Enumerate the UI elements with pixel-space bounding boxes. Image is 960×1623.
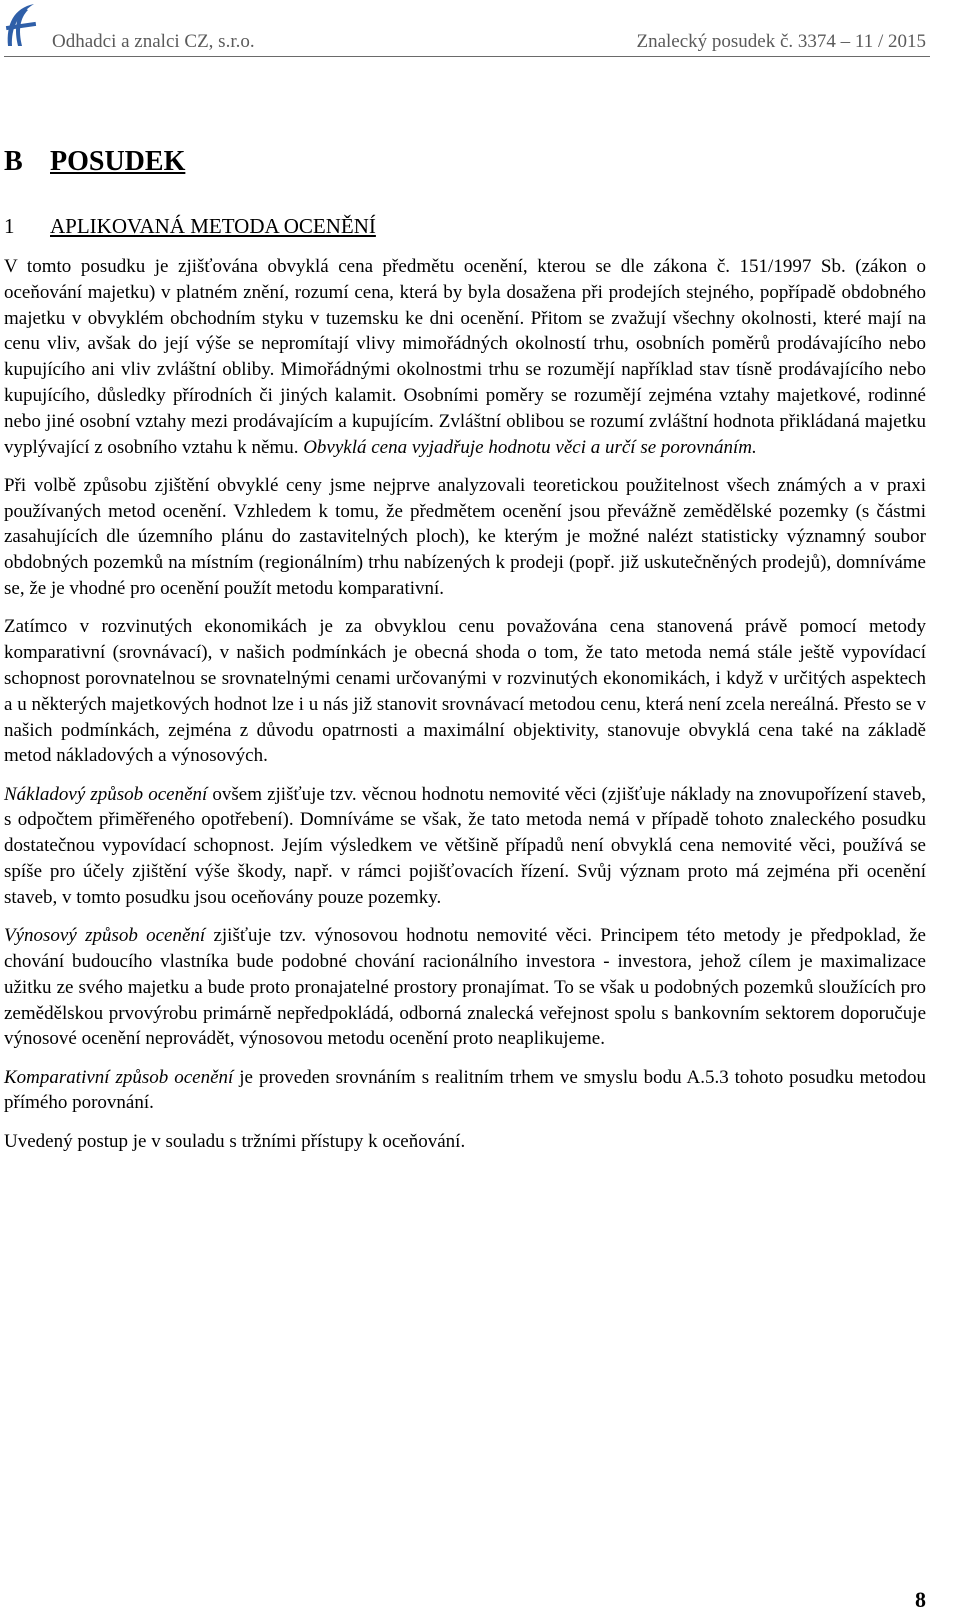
page-header [4, 0, 930, 57]
paragraph-vynosovy [4, 923, 926, 1052]
paragraph-komparativni [4, 1065, 926, 1117]
paragraph-rozvinute-ekonomiky: Zatímco v rozvinutých ekonomikách je za obvyklou cenu považována cena stanovená právě pomocí metody komparativní (srovnávací), v našich podmínkách je obecná shoda o tom, že tato metoda nemá stále ještě vypovídací schopnost porovnatelnou se srovnatelnými cenami určovanými v rozvinutých ekonomikách, i když v určitých aspektech a u některých majetkových hodnot lze i u nás již stanovit srovnávací metodou cenu, která není zcela nereálná. Přesto se v našich podmínkách, zejména z důvodu opatrnosti a maximální objektivity, stanovuje obvyklá cena také na základě metod nákladových a výnosových. [4, 616, 926, 767]
subsection-heading [4, 214, 376, 239]
body-text [4, 254, 926, 1167]
paragraph-text: zjišťuje tzv. výnosovou hodnotu nemovité věci. Principem této metody je předpoklad, že chování budoucího vlastníka bude podobné chování racionálního investora - investora, jehož cílem je maximalizace užitku ze svého majetku a bude proto pronajatelné prostory pronajímat. To se však u podobných pozemků sloužících pro zemědělskou prvovýrobu primárně nepředpokládá, odborná znalecká veřejnost spolu s bankovním sektorem doporučuje výnosové ocenění neprovádět, výnosovou metodu ocenění proto neaplikujeme. [4, 925, 926, 1050]
paragraph-nakladovy [4, 782, 926, 911]
paragraph-volba-metody: Při volbě způsobu zjištění obvyklé ceny jsme nejprve analyzovali teoretickou použitelnost všech známých a v praxi používaných metod ocenění. Vzhledem k tomu, že předmětem ocenění jsou převážně zemědělské pozemky (s částmi zasahujících dle územního plánu do zastavitelných ploch), ke kterým je možné nalézt statisticky významný soubor obdobných pozemků na místním (regionálním) trhu nabízených k prodeji (popř. již uskutečněných prodejů), domníváme se, že je vhodné pro ocenění použít metodu komparativní. [4, 474, 926, 600]
company-logo-icon [4, 2, 40, 52]
subsection-title: APLIKOVANÁ METODA OCENĚNÍ [50, 214, 376, 238]
section-heading [4, 146, 185, 178]
paragraph-italic: Nákladový způsob ocenění [4, 783, 208, 805]
paragraph-text: je proveden srovnáním s realitním trhem ve smyslu bodu A.5.3 tohoto posudku metodou přímého porovnání. [4, 1066, 926, 1114]
section-title: POSUDEK [50, 146, 186, 177]
report-reference: Znalecký posudek č. 3374 – 11 / 2015 [636, 31, 926, 52]
paragraph-italic: Obvyklá cena vyjadřuje hodnotu věci a určí se porovnáním. [303, 436, 757, 458]
paragraph-italic: Komparativní způsob ocenění [4, 1066, 234, 1088]
paragraph-italic: Výnosový způsob ocenění [4, 925, 206, 947]
subsection-number: 1 [4, 214, 15, 238]
section-number: B [4, 146, 23, 177]
paragraph-obvykla-cena [4, 254, 926, 460]
page-number: 8 [915, 1587, 926, 1612]
paragraph-text: V tomto posudku je zjišťována obvyklá cena předmětu ocenění, kterou se dle zákona č. 151/1997 Sb. (zákon o oceňování majetku) v platném znění, rozumí cena, která by byla dosažena při prodejích stejného, popřípadě obdobného majetku v obvyklém obchodním styku v tuzemsku ke dni ocenění. Přitom se zvažují všechny okolnosti, které mají na cenu vliv, avšak do její výše se nepromítají vlivy mimořádných okolností trhu, osobních poměrů prodávajícího nebo kupujícího ani vliv zvláštní obliby. Mimořádnými okolnostmi trhu se rozumějí například stav tísně prodávajícího nebo kupujícího, důsledky přírodních či jiných kalamit. Osobními poměry se rozumějí zejména vztahy majetkové, rodinné nebo jiné osobní vztahy mezi prodávajícím a kupujícím. Zvláštní oblibou se rozumí zvláštní hodnota přikládaná majetku vyplývající z osobního vztahu k němu. [4, 256, 926, 458]
paragraph-text: ovšem zjišťuje tzv. věcnou hodnotu nemovité věci (zjišťuje náklady na znovupořízení staveb, s odpočtem přiměřeného opotřebení). Domníváme se však, že tato metoda nemá v případě tohoto znaleckého posudku dostatečnou vypovídací schopnost. Jejím výsledkem ve většině případů není obvyklá cena nemovité věci, používá se spíše pro účely zjištění výše škody, např. v rámci pojišťovacích řízení. Svůj význam proto má zejména při ocenění staveb, v tomto posudku jsou oceňovány pouze pozemky. [4, 783, 926, 908]
company-name: Odhadci a znalci CZ, s.r.o. [52, 31, 255, 52]
paragraph-zaver: Uvedený postup je v souladu s tržními přístupy k oceňování. [4, 1130, 466, 1152]
